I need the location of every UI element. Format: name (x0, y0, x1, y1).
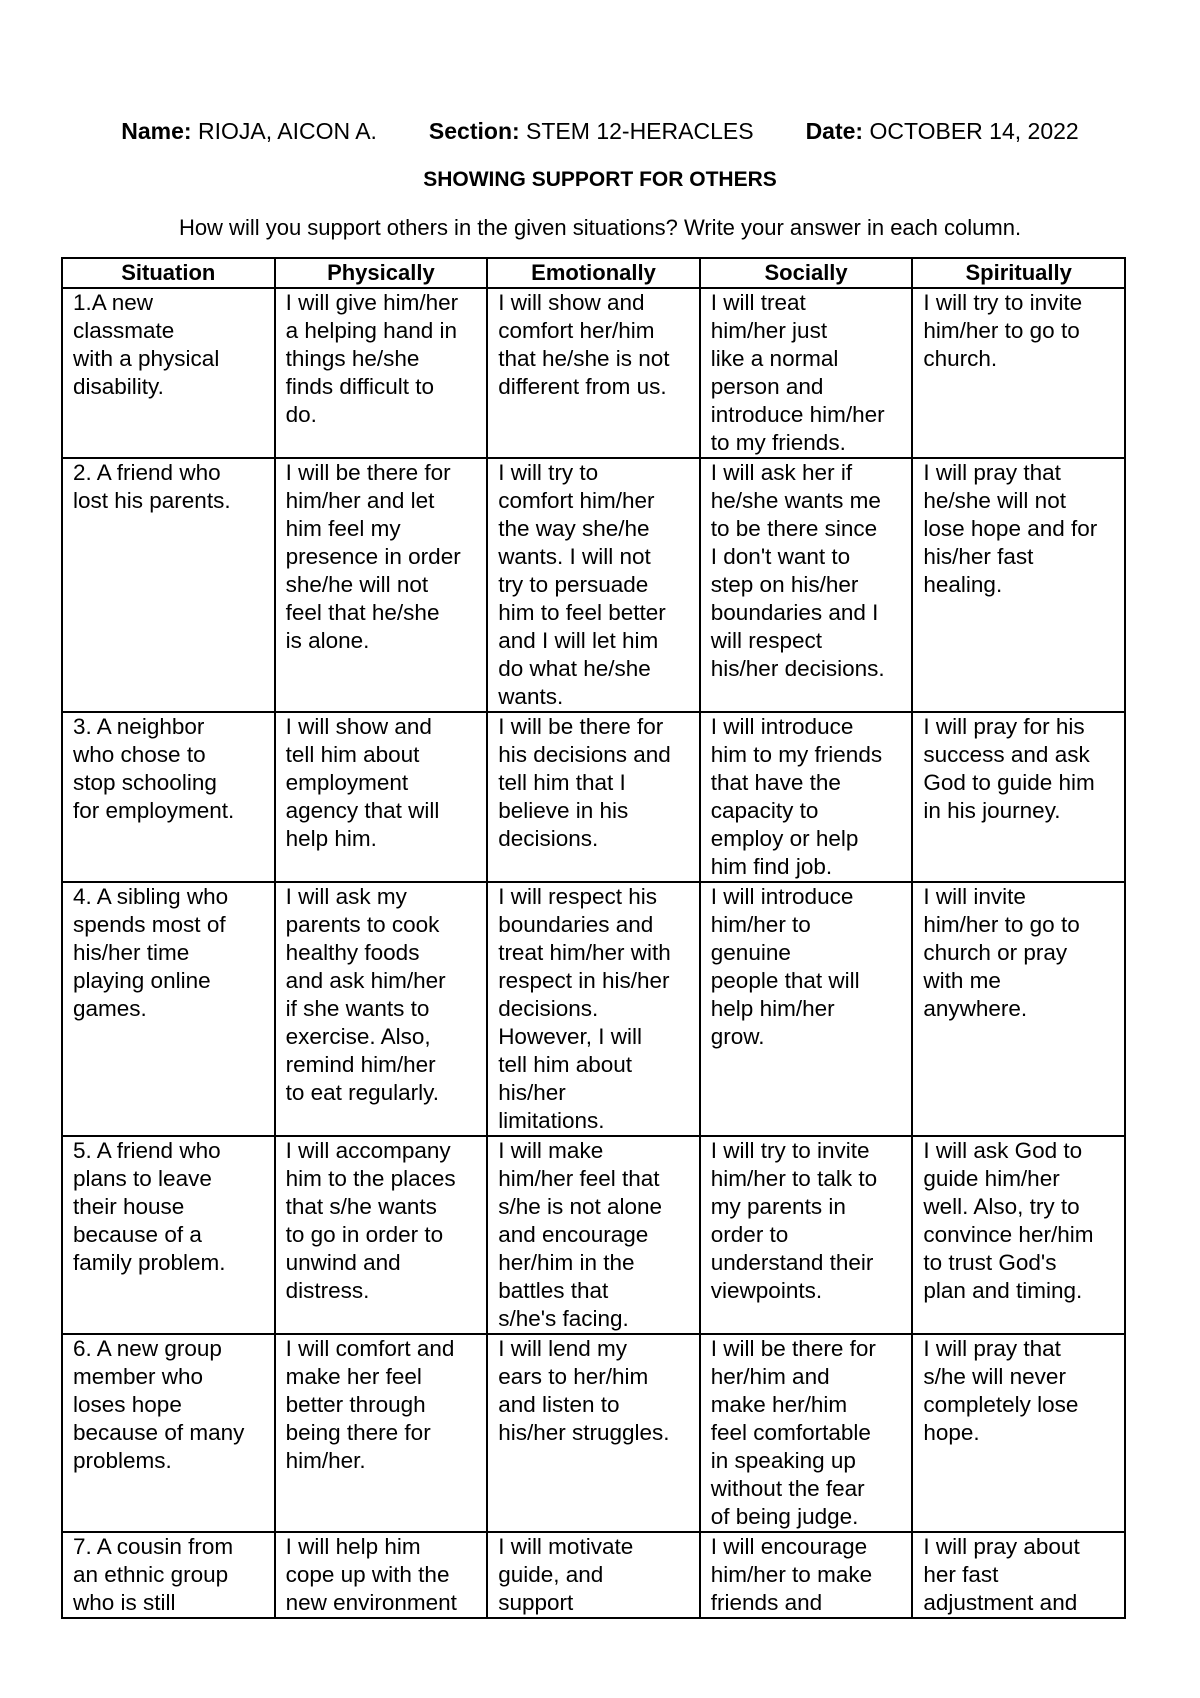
section-label: Section: (428, 118, 520, 144)
support-table (61, 257, 1126, 1619)
physically-cell: I will accompany him to the places that s/he wants to go in order to unwind and distress. (275, 1136, 488, 1334)
spiritually-cell: I will try to invite him/her to go to church. (912, 288, 1125, 458)
socially-cell: I will try to invite him/her to talk to my parents in order to understand their viewpoints. (700, 1136, 913, 1334)
physically-cell: I will help him cope up with the new environment (275, 1532, 488, 1618)
column-header-situation: Situation (62, 258, 275, 288)
document-title: SHOWING SUPPORT FOR OTHERS (423, 168, 777, 191)
name-value: RIOJA, AICON A. (191, 118, 377, 144)
situation-cell: 3. A neighbor who chose to stop schooling for employment. (62, 712, 275, 882)
column-header-spiritually: Spiritually (912, 258, 1125, 288)
spiritually-cell: I will pray for his success and ask God to guide him in his journey. (912, 712, 1125, 882)
emotionally-cell: I will lend my ears to her/him and listen to his/her struggles. (487, 1334, 700, 1532)
socially-cell: I will introduce him/her to genuine people that will help him/her grow. (700, 882, 913, 1136)
socially-cell: I will be there for her/him and make her/him feel comfortable in speaking up without the fear of being judge. (700, 1334, 913, 1532)
spiritually-cell: I will ask God to guide him/her well. Also, try to convince her/him to trust God's plan and timing. (912, 1136, 1125, 1334)
name-label: Name: (121, 118, 192, 144)
section-value: STEM 12-HERACLES (519, 118, 754, 144)
spiritually-cell: I will pray about her fast adjustment and (912, 1532, 1125, 1618)
socially-cell: I will treat him/her just like a normal person and introduce him/her to my friends. (700, 288, 913, 458)
column-header-socially: Socially (700, 258, 913, 288)
physically-cell: I will give him/her a helping hand in things he/she finds difficult to do. (275, 288, 488, 458)
situation-cell: 5. A friend who plans to leave their house because of a family problem. (62, 1136, 275, 1334)
column-header-physically: Physically (275, 258, 488, 288)
physically-cell: I will comfort and make her feel better through being there for him/her. (275, 1334, 488, 1532)
table-row (62, 882, 1125, 1136)
situation-cell: 6. A new group member who loses hope because of many problems. (62, 1334, 275, 1532)
emotionally-cell: I will be there for his decisions and tell him that I believe in his decisions. (487, 712, 700, 882)
date-label: Date: (805, 118, 864, 144)
table-header-row (62, 258, 1125, 288)
socially-cell: I will ask her if he/she wants me to be there since I don't want to step on his/her boundaries and I will respect his/her decisions. (700, 458, 913, 712)
emotionally-cell: I will try to comfort him/her the way she/he wants. I will not try to persuade him to feel better and I will let him do what he/she wants. (487, 458, 700, 712)
situation-cell: 1.A new classmate with a physical disability. (62, 288, 275, 458)
spiritually-cell: I will invite him/her to go to church or pray with me anywhere. (912, 882, 1125, 1136)
emotionally-cell: I will motivate guide, and support (487, 1532, 700, 1618)
column-header-emotionally: Emotionally (487, 258, 700, 288)
table-row (62, 1532, 1125, 1618)
situation-cell: 7. A cousin from an ethnic group who is still (62, 1532, 275, 1618)
socially-cell: I will introduce him to my friends that have the capacity to employ or help him find job. (700, 712, 913, 882)
date-value: OCTOBER 14, 2022 (863, 118, 1079, 144)
instructions: How will you support others in the given situations? Write your answer in each column. (178, 215, 1022, 240)
table-row (62, 1136, 1125, 1334)
physically-cell: I will ask my parents to cook healthy foods and ask him/her if she wants to exercise. Also, remind him/her to eat regularly. (275, 882, 488, 1136)
socially-cell: I will encourage him/her to make friends and (700, 1532, 913, 1618)
physically-cell: I will be there for him/her and let him feel my presence in order she/he will not feel that he/she is alone. (275, 458, 488, 712)
emotionally-cell: I will make him/her feel that s/he is not alone and encourage her/him in the battles that s/he's facing. (487, 1136, 700, 1334)
physically-cell: I will show and tell him about employment agency that will help him. (275, 712, 488, 882)
situation-cell: 4. A sibling who spends most of his/her time playing online games. (62, 882, 275, 1136)
spiritually-cell: I will pray that he/she will not lose hope and for his/her fast healing. (912, 458, 1125, 712)
header-line (0, 118, 1200, 145)
situation-cell: 2. A friend who lost his parents. (62, 458, 275, 712)
spiritually-cell: I will pray that s/he will never completely lose hope. (912, 1334, 1125, 1532)
table-row (62, 712, 1125, 882)
table-row (62, 288, 1125, 458)
table-row (62, 458, 1125, 712)
emotionally-cell: I will respect his boundaries and treat him/her with respect in his/her decisions. However, I will tell him about his/her limitations. (487, 882, 700, 1136)
table-row (62, 1334, 1125, 1532)
emotionally-cell: I will show and comfort her/him that he/she is not different from us. (487, 288, 700, 458)
